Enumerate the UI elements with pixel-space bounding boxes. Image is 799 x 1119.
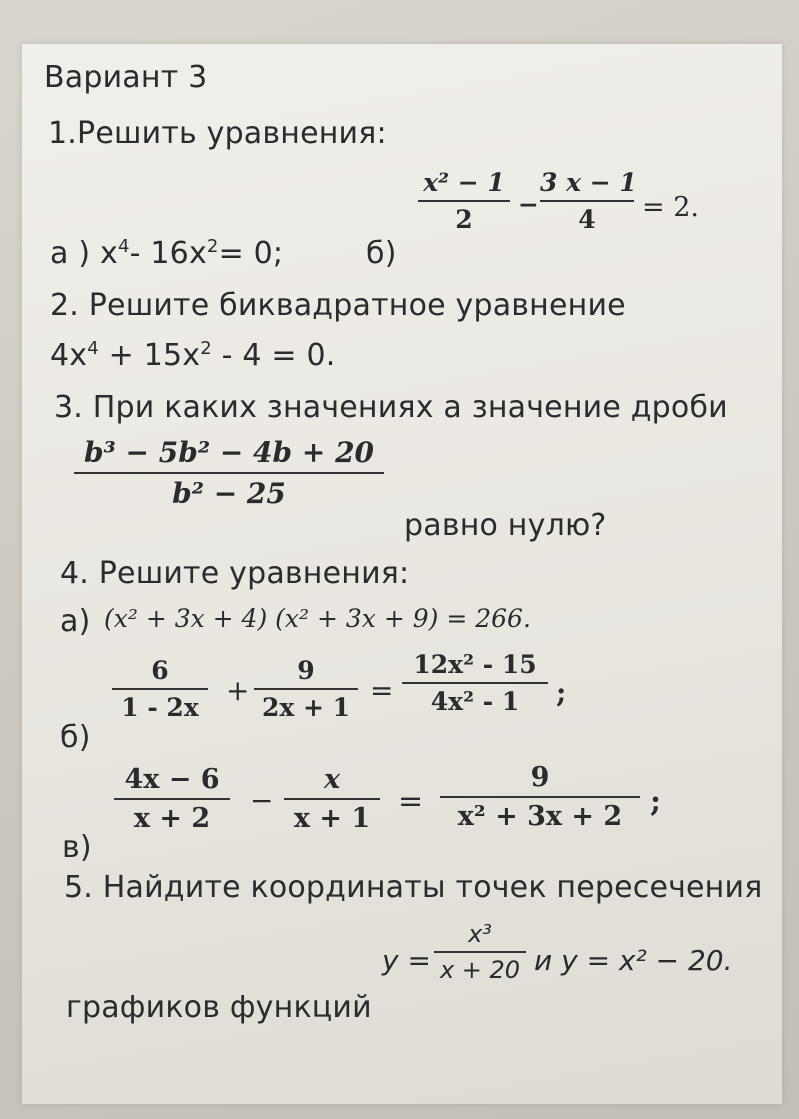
task1-a-eq-pre: x bbox=[99, 236, 118, 271]
fraction-bar bbox=[434, 951, 526, 953]
task2-equation bbox=[50, 338, 336, 373]
task4-a-label: а) bbox=[60, 604, 91, 639]
fraction-bar bbox=[418, 200, 510, 202]
task4-c-f2-denominator: x + 1 bbox=[293, 803, 371, 834]
fraction-bar bbox=[440, 796, 640, 798]
task5-y-equals: y = bbox=[382, 944, 431, 977]
task4-b-equals: = bbox=[370, 674, 394, 707]
task2-exp1: 4 bbox=[87, 338, 99, 359]
fraction-bar bbox=[540, 200, 634, 202]
task1-b-rhs: = 2. bbox=[642, 192, 699, 223]
task4-b-semicolon: ; bbox=[556, 676, 567, 709]
task1-b-f2-numerator: 3 x − 1 bbox=[540, 168, 637, 197]
task1-b-f1-numerator: x² − 1 bbox=[423, 168, 505, 197]
task4-c-semicolon: ; bbox=[650, 784, 662, 819]
task4-a-equation: (x² + 3x + 4) (x² + 3x + 9) = 266. bbox=[104, 604, 531, 633]
task1-a-exp2: 2 bbox=[206, 236, 219, 257]
task4-b-f2-denominator: 2x + 1 bbox=[261, 693, 351, 722]
task4-c-fraction-1 bbox=[114, 764, 230, 834]
task5-footer: графиков функций bbox=[66, 990, 372, 1025]
task1-a-eq-mid: - 16x bbox=[129, 236, 207, 271]
task4-c-equals: = bbox=[398, 784, 424, 819]
task4-b-fraction-2 bbox=[254, 656, 358, 722]
task4-b-f1-denominator: 1 - 2x bbox=[121, 693, 199, 722]
fraction-bar bbox=[74, 472, 384, 474]
task1-b-f2-denominator: 4 bbox=[578, 205, 596, 234]
task1-a-eq-post: = 0; bbox=[218, 236, 284, 271]
task5-second-function: и y = x² − 20. bbox=[534, 944, 733, 977]
task4-c-minus: − bbox=[250, 784, 274, 817]
fraction-bar bbox=[402, 682, 548, 684]
task1-b-f1-denominator: 2 bbox=[455, 205, 473, 234]
task4-title: 4. Решите уравнения: bbox=[60, 556, 410, 591]
fraction-bar bbox=[284, 798, 380, 800]
task4-c-label: в) bbox=[62, 830, 92, 865]
task4-c-fraction-2 bbox=[284, 764, 380, 834]
fraction-bar bbox=[114, 798, 230, 800]
task4-b-f1-numerator: 6 bbox=[151, 656, 169, 685]
task4-c-f3-denominator: x² + 3x + 2 bbox=[457, 801, 623, 832]
task4-c-f3-numerator: 9 bbox=[530, 762, 550, 793]
task5-title: 5. Найдите координаты точек пересечения bbox=[64, 870, 763, 905]
task1-equation-a bbox=[50, 236, 283, 271]
task4-b-f3-denominator: 4x² - 1 bbox=[430, 687, 520, 716]
task3-numerator: b³ − 5b² − 4b + 20 bbox=[83, 436, 375, 469]
task2-eq-post: - 4 = 0. bbox=[211, 338, 336, 373]
task4-b-plus: + bbox=[226, 674, 250, 707]
task3-title: 3. При каких значениях а значение дроби bbox=[54, 390, 728, 425]
task2-exp2: 2 bbox=[200, 338, 212, 359]
task4-b-f3-numerator: 12x² - 15 bbox=[413, 650, 537, 679]
task1-b-fraction-2 bbox=[540, 168, 637, 234]
task4-b-f2-numerator: 9 bbox=[297, 656, 315, 685]
task2-eq-pre: 4x bbox=[50, 338, 88, 373]
task4-b-fraction-3 bbox=[402, 650, 548, 716]
fraction-bar bbox=[112, 688, 208, 690]
task1-b-label: б) bbox=[366, 236, 397, 271]
task5-fraction bbox=[434, 920, 526, 984]
task1-a-label: а ) bbox=[50, 236, 91, 271]
task3-fraction bbox=[74, 436, 384, 510]
variant-title: Вариант 3 bbox=[44, 60, 208, 95]
task1-a-exp1: 4 bbox=[117, 236, 130, 257]
task4-c-fraction-3 bbox=[440, 762, 640, 832]
task1-title: 1.Решить уравнения: bbox=[48, 116, 387, 151]
task2-title: 2. Решите биквадратное уравнение bbox=[50, 288, 626, 323]
task2-eq-mid: + 15x bbox=[98, 338, 201, 373]
task5-denominator: x + 20 bbox=[439, 956, 521, 984]
task4-c-f1-denominator: x + 2 bbox=[133, 803, 211, 834]
task1-b-minus: − bbox=[518, 190, 539, 219]
task4-b-label: б) bbox=[60, 720, 91, 755]
task5-numerator: x³ bbox=[468, 920, 492, 948]
task1-b-fraction-1 bbox=[418, 168, 510, 234]
task4-c-f2-numerator: x bbox=[323, 764, 341, 795]
fraction-bar bbox=[254, 688, 358, 690]
task3-tail: равно нулю? bbox=[404, 508, 607, 543]
task4-c-f1-numerator: 4x − 6 bbox=[124, 764, 220, 795]
task4-b-fraction-1 bbox=[112, 656, 208, 722]
task3-denominator: b² − 25 bbox=[172, 477, 286, 510]
